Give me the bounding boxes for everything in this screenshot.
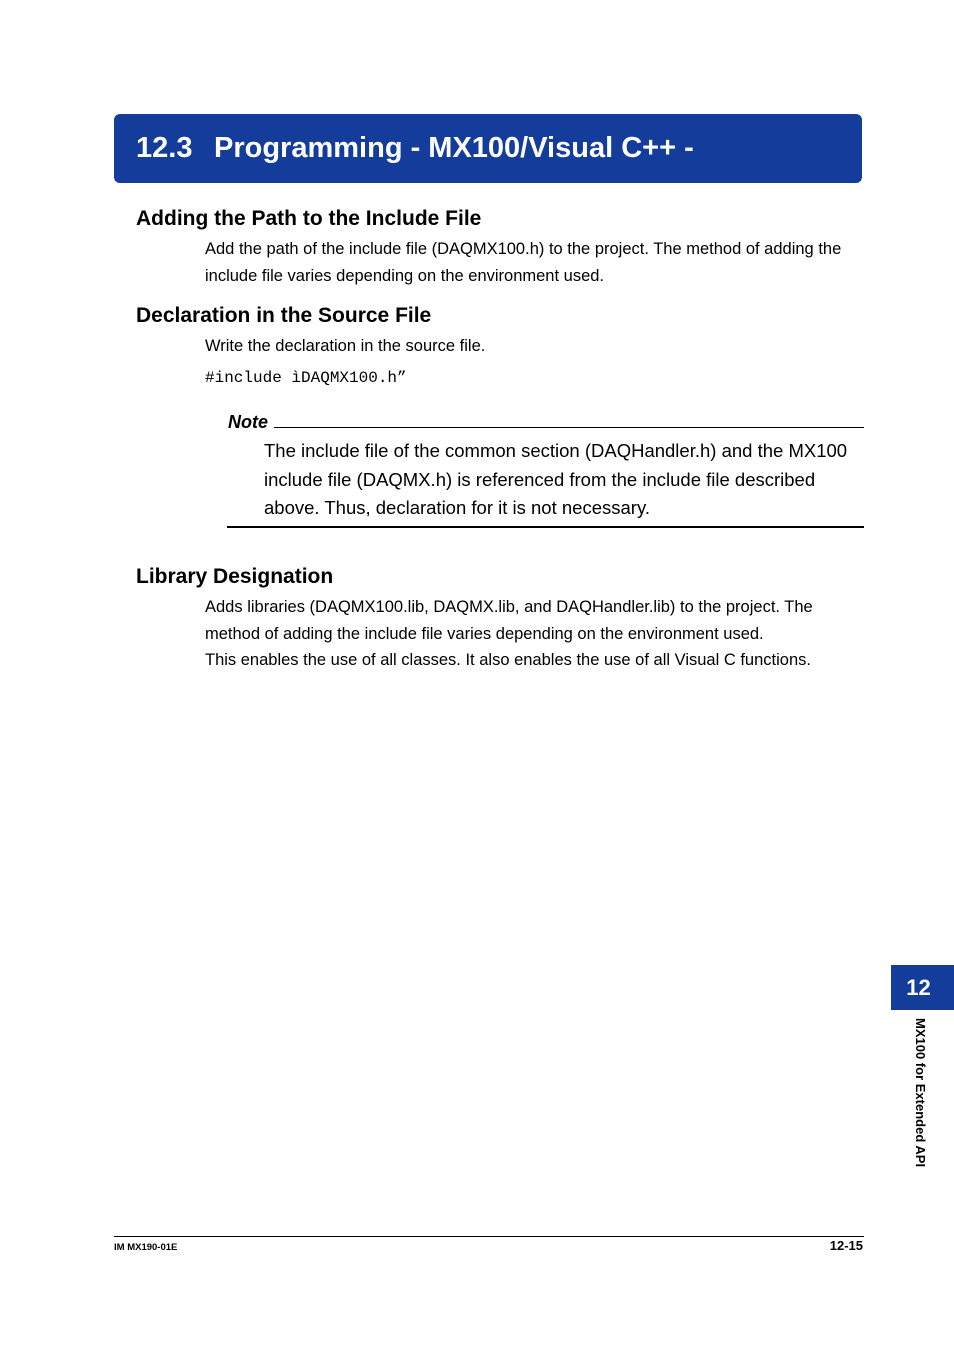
heading-declaration: Declaration in the Source File [136, 304, 432, 327]
note-top-rule [274, 427, 864, 428]
code-include-statement: #include ìDAQMX100.h” [205, 369, 407, 387]
paragraph-library-line2: This enables the use of all classes. It also enables the use of all Visual C functions. [205, 651, 811, 669]
paragraph-include-path: Add the path of the include file (DAQMX100.h) to the project. The method of adding the include file varies depending on the environment used. [205, 240, 842, 285]
section-number: 12.3 [136, 132, 193, 164]
paragraph-declaration: Write the declaration in the source file. [205, 337, 486, 355]
note-label: Note [228, 412, 268, 432]
footer-rule [114, 1236, 864, 1237]
section-banner [114, 114, 862, 183]
note-bottom-rule [227, 526, 864, 528]
chapter-tab [891, 965, 954, 1010]
paragraph-library-line1: Adds libraries (DAQMX100.lib, DAQMX.lib, and DAQHandler.lib) to the project. The method of adding the include file varies depending on the environment used. [205, 598, 813, 643]
footer-page-number: 12-15 [829, 1238, 863, 1253]
chapter-number: 12 [906, 975, 931, 1000]
heading-library: Library Designation [136, 565, 334, 588]
paragraph-library [205, 594, 865, 674]
note-text: The include file of the common section (DAQHandler.h) and the MX100 include file (DAQMX.h) is referenced from the include file described above. Thus, declaration for it is not necessary. [264, 440, 848, 518]
footer-doc-id: IM MX190-01E [114, 1242, 178, 1253]
heading-include-path: Adding the Path to the Include File [136, 207, 482, 230]
chapter-side-title: MX100 for Extended API [913, 1018, 928, 1168]
section-title: Programming - MX100/Visual C++ - [214, 132, 694, 164]
